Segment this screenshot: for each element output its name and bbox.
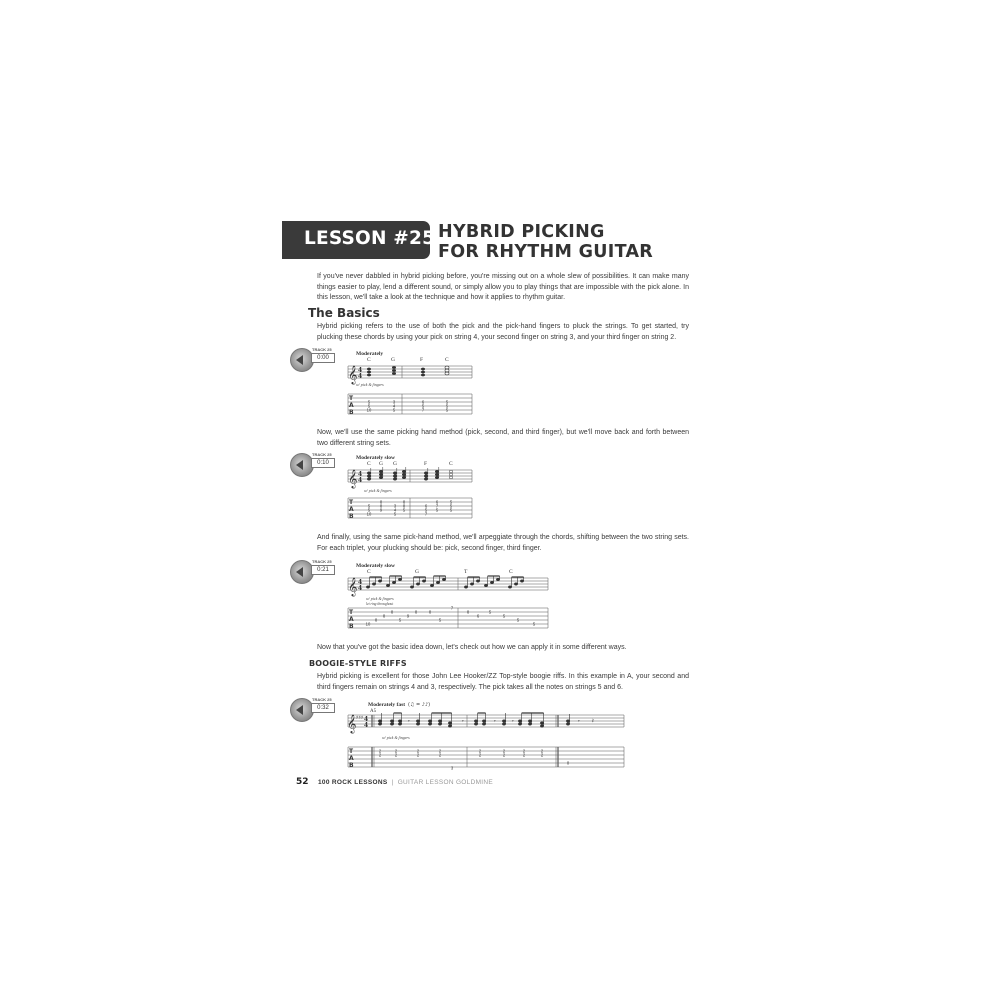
- svg-text:5: 5: [445, 407, 449, 413]
- svg-text:5: 5: [435, 507, 439, 513]
- instruction-text: w/ pick & fingers: [364, 488, 392, 493]
- lesson-title-line2: FOR RHYTHM GUITAR: [438, 242, 654, 262]
- tempo-marking: Moderately slow: [356, 455, 395, 461]
- tab-clef: T: [349, 395, 354, 402]
- notation-example-2: [344, 450, 476, 524]
- svg-text:𝄽: 𝄽: [592, 718, 594, 725]
- svg-text:2: 2: [502, 748, 506, 754]
- svg-text:0: 0: [566, 760, 570, 766]
- tab-staff: [348, 747, 624, 767]
- svg-text:6: 6: [476, 613, 480, 619]
- svg-text:5: 5: [449, 503, 453, 509]
- svg-text:2: 2: [416, 752, 420, 758]
- instruction-text-2: let ring throughout: [366, 602, 394, 606]
- svg-text:𝄾: 𝄾: [494, 718, 496, 725]
- svg-text:4: 4: [393, 507, 397, 513]
- svg-text:8: 8: [402, 503, 406, 509]
- tab-clef: T: [349, 748, 354, 755]
- svg-text:2: 2: [438, 752, 442, 758]
- svg-text:9: 9: [379, 507, 383, 513]
- svg-text:7: 7: [450, 605, 454, 611]
- lesson-title-line1: HYBRID PICKING: [438, 222, 605, 242]
- svg-text:4: 4: [358, 585, 363, 592]
- book-title: GUITAR LESSON GOLDMINE: [397, 779, 494, 786]
- basics-heading: The Basics: [308, 306, 380, 320]
- intro-paragraph: If you've never dabbled in hybrid picking before, you're missing out on a whole slew of possibilities. It can make many things easier to play, lend a different sound, or simply allow you to play things that are impossible with the pick alone. In this lesson, we'll take a look at the technique and how it applies to rhythm guitar.: [317, 273, 689, 301]
- svg-text:A: A: [349, 402, 354, 409]
- time-signature: 4: [364, 716, 369, 723]
- svg-text:B: B: [349, 762, 354, 769]
- notation-example-3: [344, 558, 552, 634]
- chord-symbol: F: [424, 461, 428, 467]
- music-staff: [348, 366, 472, 378]
- lesson-label: LESSON #25:: [304, 228, 443, 249]
- svg-text:2: 2: [394, 748, 398, 754]
- svg-text:A: A: [349, 616, 354, 623]
- svg-text:8: 8: [379, 503, 383, 509]
- lesson-title: [438, 222, 653, 262]
- svg-text:𝄾: 𝄾: [512, 718, 514, 725]
- svg-text:B: B: [349, 513, 354, 520]
- track-time: 0:10: [311, 458, 335, 468]
- svg-text:2: 2: [522, 752, 526, 758]
- audio-track-4[interactable]: [290, 697, 336, 721]
- boogie-heading: BOOGIE-STYLE RIFFS: [309, 659, 407, 668]
- chord-symbol: C: [367, 461, 371, 467]
- svg-text:5: 5: [421, 403, 425, 409]
- svg-text:9: 9: [406, 613, 410, 619]
- tempo-marking: Moderately slow: [356, 563, 395, 569]
- svg-text:5: 5: [449, 499, 453, 505]
- tab-clef: T: [349, 499, 354, 506]
- svg-text:8: 8: [390, 609, 394, 615]
- notation-example-4: [344, 697, 628, 775]
- svg-text:A: A: [349, 506, 354, 513]
- svg-text:5: 5: [367, 403, 371, 409]
- svg-text:6: 6: [421, 399, 425, 405]
- svg-text:5: 5: [367, 399, 371, 405]
- svg-text:3: 3: [393, 503, 397, 509]
- svg-text:2: 2: [478, 748, 482, 754]
- svg-text:2: 2: [522, 748, 526, 754]
- svg-text:5: 5: [488, 609, 492, 615]
- svg-text:10: 10: [365, 621, 371, 627]
- svg-text:2: 2: [378, 752, 382, 758]
- audio-track-3[interactable]: [290, 559, 336, 583]
- chord-symbol: G: [393, 461, 397, 467]
- svg-text:8: 8: [402, 499, 406, 505]
- svg-text:4: 4: [364, 722, 369, 729]
- audio-track-1[interactable]: [290, 347, 336, 371]
- svg-text:B: B: [349, 623, 354, 630]
- svg-text:2: 2: [438, 748, 442, 754]
- svg-text:5: 5: [424, 507, 428, 513]
- paragraph-4: Now that you've got the basic idea down, let's check out how we can apply it in some different ways.: [317, 644, 627, 651]
- track-time: 0:00: [311, 353, 335, 363]
- page-number: 52: [296, 777, 309, 787]
- track-time: 0:21: [311, 565, 335, 575]
- footer-separator: |: [391, 779, 394, 786]
- treble-clef-icon: 𝄞: [348, 577, 358, 596]
- svg-text:8: 8: [382, 613, 386, 619]
- svg-text:2: 2: [394, 752, 398, 758]
- tempo-marking: Moderately: [356, 351, 384, 357]
- track-label: TRACK 25: [312, 559, 332, 564]
- track-label: TRACK 25: [312, 347, 332, 352]
- svg-text:3: 3: [450, 765, 454, 771]
- track-label: TRACK 25: [312, 452, 332, 457]
- chord-symbol: G: [415, 569, 419, 575]
- music-staff: [348, 578, 548, 590]
- svg-text:8: 8: [428, 609, 432, 615]
- svg-text:10: 10: [366, 407, 372, 413]
- svg-text:2: 2: [478, 752, 482, 758]
- series-title: 100 ROCK LESSONS: [318, 779, 388, 786]
- svg-text:8: 8: [466, 609, 470, 615]
- svg-text:8: 8: [414, 609, 418, 615]
- svg-text:2: 2: [540, 748, 544, 754]
- svg-text:5: 5: [502, 613, 506, 619]
- svg-text:A: A: [349, 755, 354, 762]
- chord-symbol: T: [464, 569, 468, 575]
- svg-text:5: 5: [532, 621, 536, 627]
- running-footer: [318, 779, 493, 786]
- svg-text:2: 2: [502, 752, 506, 758]
- svg-text:5: 5: [367, 503, 371, 509]
- track-label: TRACK 25: [312, 697, 332, 702]
- instruction-text: w/ pick & fingers: [366, 596, 394, 601]
- boogie-paragraph: Hybrid picking is excellent for those John Lee Hooker/ZZ Top-style boogie riffs. In this example in A, your second and third fingers remain on strings 4 and 3, respectively. The pick takes all the notes on strings 5 and 6.: [317, 673, 689, 691]
- svg-text:7: 7: [435, 503, 439, 509]
- svg-text:7: 7: [424, 511, 428, 517]
- time-signature: 4: [358, 579, 363, 586]
- svg-text:5: 5: [367, 507, 371, 513]
- treble-clef-icon: 𝄞: [348, 469, 358, 488]
- svg-text:8: 8: [379, 499, 383, 505]
- svg-text:6: 6: [424, 503, 428, 509]
- svg-text:4: 4: [358, 477, 363, 484]
- svg-text:𝄾: 𝄾: [578, 718, 580, 725]
- svg-text:𝄾: 𝄾: [408, 718, 410, 725]
- instruction-text: w/ pick & fingers: [356, 382, 384, 387]
- svg-text:2: 2: [540, 752, 544, 758]
- svg-text:5: 5: [392, 407, 396, 413]
- paragraph-3: And finally, using the same pick-hand method, we'll arpeggiate through the chords, shifting between the two string sets. For each triplet, your plucking should be: pick, second finger, third finger.: [317, 534, 689, 552]
- chord-symbol: F: [420, 357, 424, 363]
- chord-symbol: G: [391, 357, 395, 363]
- tab-clef: T: [349, 609, 354, 616]
- svg-text:4: 4: [358, 373, 363, 380]
- svg-text:10: 10: [366, 511, 372, 517]
- time-signature: 4: [358, 367, 363, 374]
- music-staff: [348, 470, 472, 482]
- tempo-marking: Moderately fast: [368, 702, 406, 708]
- audio-track-2[interactable]: [290, 452, 336, 476]
- treble-clef-icon: 𝄞: [348, 365, 358, 384]
- svg-text:7: 7: [421, 407, 425, 413]
- svg-text:6: 6: [435, 499, 439, 505]
- chord-symbol: G: [379, 461, 383, 467]
- track-time: 0:32: [311, 703, 335, 713]
- svg-text:5: 5: [393, 511, 397, 517]
- paragraph-2: Now, we'll use the same picking hand method (pick, second, and third finger), but we'll move back and forth between two different string sets.: [317, 429, 689, 447]
- svg-text:B: B: [349, 409, 354, 416]
- svg-text:5: 5: [398, 617, 402, 623]
- swing-feel-icon: (♫ = ♪♪): [408, 702, 431, 708]
- treble-clef-icon: 𝄞: [347, 714, 357, 733]
- notation-example-1: [344, 346, 476, 420]
- svg-text:8: 8: [374, 617, 378, 623]
- instruction-text: w/ pick & fingers: [382, 735, 410, 740]
- svg-text:2: 2: [378, 748, 382, 754]
- chord-symbol: C: [367, 357, 371, 363]
- svg-text:5: 5: [402, 507, 406, 513]
- time-signature: 4: [358, 471, 363, 478]
- chord-symbol: C: [445, 357, 449, 363]
- music-staff: [348, 715, 624, 727]
- basics-paragraph: Hybrid picking refers to the use of both the pick and the pick-hand fingers to pluck the strings. To get started, try plucking these chords by using your pick on string 4, your second finger on string 3, and your third finger on string 2.: [317, 323, 689, 341]
- chord-symbol: A5: [370, 709, 377, 714]
- key-signature: ♯♯♯: [356, 715, 364, 721]
- svg-text:5: 5: [445, 403, 449, 409]
- svg-text:2: 2: [416, 748, 420, 754]
- svg-text:5: 5: [449, 507, 453, 513]
- svg-text:4: 4: [392, 403, 396, 409]
- svg-text:𝄾: 𝄾: [462, 718, 464, 725]
- svg-text:5: 5: [516, 617, 520, 623]
- chord-symbol: C: [449, 461, 453, 467]
- svg-text:5: 5: [438, 617, 442, 623]
- chord-symbol: C: [367, 569, 371, 575]
- svg-text:3: 3: [392, 399, 396, 405]
- svg-text:5: 5: [445, 399, 449, 405]
- chord-symbol: C: [509, 569, 513, 575]
